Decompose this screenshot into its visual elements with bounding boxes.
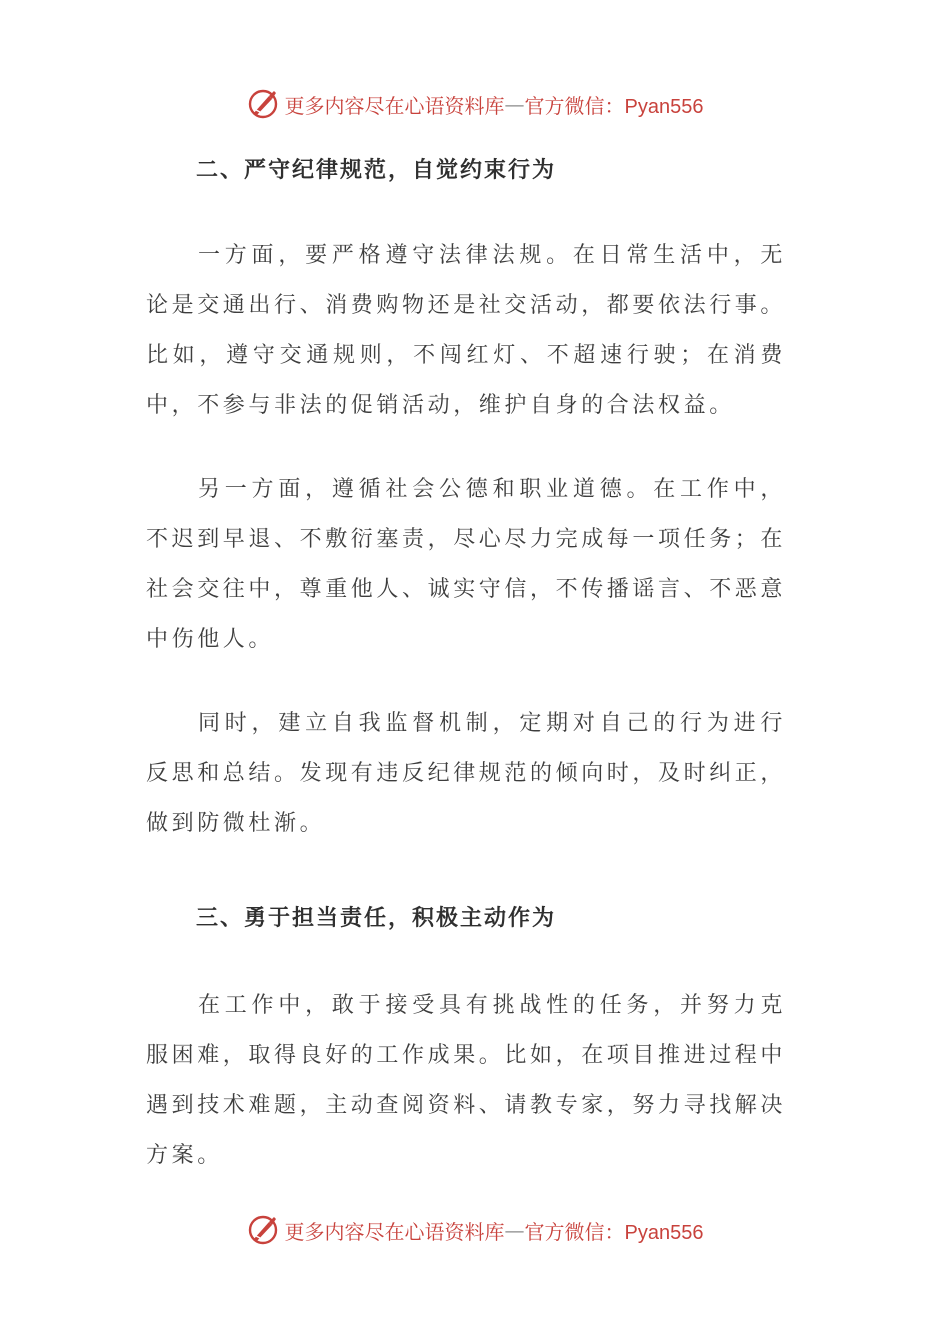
header-banner [0, 84, 950, 124]
banner-brand: 更多内容尽在心语资料库 [284, 93, 505, 118]
banner-brand: 更多内容尽在心语资料库 [284, 1219, 505, 1244]
banner-contact: 官方微信：Pyan556 [524, 1221, 704, 1244]
quill-pen-logo-icon [247, 1214, 279, 1246]
paragraph: 一方面，要严格遵守法律法规。在日常生活中，无论是交通出行、消费购物还是社交活动，都要依法行事。比如，遵守交通规则，不闯红灯、不超速行驶；在消费中，不参与非法的促销活动，维护自身的合法权益。 [146, 243, 787, 418]
paragraph: 在工作中，敢于接受具有挑战性的任务，并努力克服困难，取得良好的工作成果。比如，在项目推进过程中遇到技术难题，主动查阅资料、请教专家，努力寻找解决方案。 [146, 993, 787, 1168]
quill-pen-logo-icon [247, 88, 279, 120]
banner-text [285, 1216, 704, 1245]
footer-banner [0, 1210, 950, 1250]
document-body [146, 143, 786, 1181]
banner-separator: — [504, 1218, 525, 1242]
section-heading: 三、勇于担当责任，积极主动作为 [196, 906, 557, 931]
banner-separator: — [504, 92, 525, 116]
banner-text [285, 90, 704, 119]
paragraph: 另一方面，遵循社会公德和职业道德。在工作中，不迟到早退、不敷衍塞责，尽心尽力完成每一项任务；在社会交往中，尊重他人、诚实守信，不传播谣言、不恶意中伤他人。 [146, 477, 787, 652]
banner-contact: 官方微信：Pyan556 [524, 95, 704, 118]
paragraph: 同时，建立自我监督机制，定期对自己的行为进行反思和总结。发现有违反纪律规范的倾向时，及时纠正，做到防微杜渐。 [146, 711, 787, 836]
section-heading: 二、严守纪律规范，自觉约束行为 [196, 158, 557, 183]
